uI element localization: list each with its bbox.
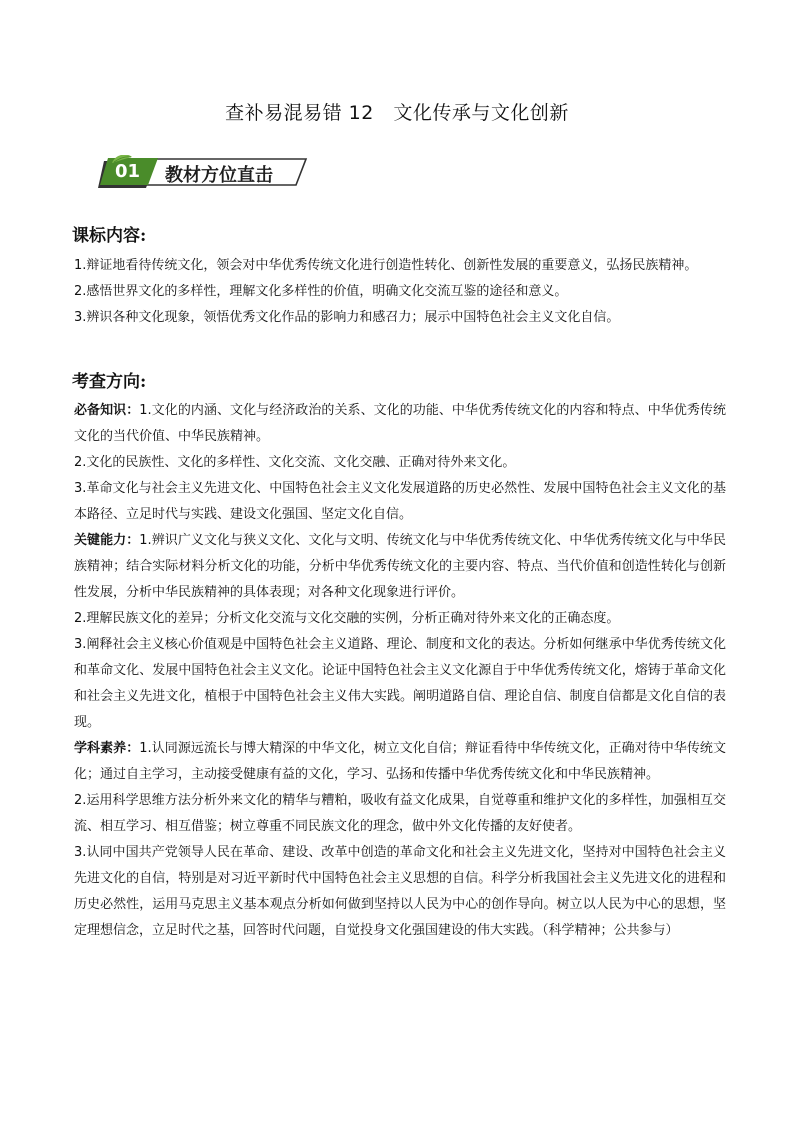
ability-label: 关键能力： (74, 533, 140, 548)
literacy-item: 3.认同中国共产党领导人民在革命、建设、改革中创造的革命文化和社会主义先进文化，坚持对中国特色社会主义先进文化的自信，特别是对习近平新时代中国特色社会主义思想的自信。科学分析我国社会主义先进文化的进程和历史必然性，运用马克思主义基本观点分析如何做到坚持以人民为中心的创作导向。树立以人民为中心的思想，坚定理想信念，立足时代之基，回答时代问题，自觉投身文化强国建设的伟大实践。（科学精神；公共参与） (74, 845, 726, 938)
literacy-item: 学科素养：1.认同源远流长与博大精深的中华文化，树立文化自信；辩证看待中华传统文化，正确对待中华传统文化；通过自主学习，主动接受健康有益的文化，学习、弘扬和传播中华优秀传统文化和中华民族精神。 (74, 741, 726, 782)
ability-item: 关键能力：1.辨识广义文化与狭义文化、文化与文明、传统文化与中华优秀传统文化、中华优秀传统文化与中华民族精神；结合实际材料分析文化的功能，分析中华优秀传统文化的主要内容、特点、当代价值和创造性转化与创新性发展，分析中华民族精神的具体表现；对各种文化现象进行评价。 (74, 533, 726, 600)
exam-content (74, 398, 726, 944)
knowledge-item: 3.革命文化与社会主义先进文化、中国特色社会主义文化发展道路的历史必然性、发展中国特色社会主义文化的基本路径、立足时代与实践、建设文化强国、坚定文化自信。 (74, 481, 726, 522)
literacy-item: 2.运用科学思维方法分析外来文化的精华与糟粕，吸收有益文化成果，自觉尊重和维护文化的多样性，加强相互交流、相互学习、相互借鉴；树立尊重不同民族文化的理念，做中外文化传播的友好使者。 (74, 793, 726, 834)
page-title: 查补易混易错 12 文化传承与文化创新 (225, 102, 569, 124)
badge-number: 01 (115, 161, 141, 182)
knowledge-item: 必备知识：1.文化的内涵、文化与经济政治的关系、文化的功能、中华优秀传统文化的内容和特点、中华优秀传统文化的当代价值、中华民族精神。 (74, 403, 726, 444)
curriculum-heading: 课标内容: (72, 226, 147, 246)
ability-item: 2.理解民族文化的差异；分析文化交流与文化交融的实例，分析正确对待外来文化的正确态度。 (74, 611, 620, 626)
literacy-label: 学科素养： (74, 741, 140, 756)
curriculum-content (74, 253, 726, 331)
curriculum-item: 2.感悟世界文化的多样性，理解文化多样性的价值，明确文化交流互鉴的途径和意义。 (74, 284, 568, 299)
knowledge-label: 必备知识： (74, 403, 140, 418)
knowledge-item: 2.文化的民族性、文化的多样性、文化交流、文化交融、正确对待外来文化。 (74, 455, 516, 470)
ability-item: 3.阐释社会主义核心价值观是中国特色社会主义道路、理论、制度和文化的表达。分析如何继承中华优秀传统文化和革命文化、发展中国特色社会主义文化。论证中国特色社会主义文化源自于中华优秀传统文化，熔铸于革命文化和社会主义先进文化，植根于中国特色社会主义伟大实践。阐明道路自信、理论自信、制度自信都是文化自信的表现。 (74, 637, 726, 730)
section-badge (98, 155, 308, 189)
curriculum-item: 1.辩证地看待传统文化，领会对中华优秀传统文化进行创造性转化、创新性发展的重要意义，弘扬民族精神。 (74, 258, 698, 273)
badge-text: 教材方位直击 (165, 165, 273, 186)
exam-heading: 考查方向: (72, 372, 147, 392)
curriculum-item: 3.辨识各种文化现象，领悟优秀文化作品的影响力和感召力；展示中国特色社会主义文化自信。 (74, 310, 620, 325)
